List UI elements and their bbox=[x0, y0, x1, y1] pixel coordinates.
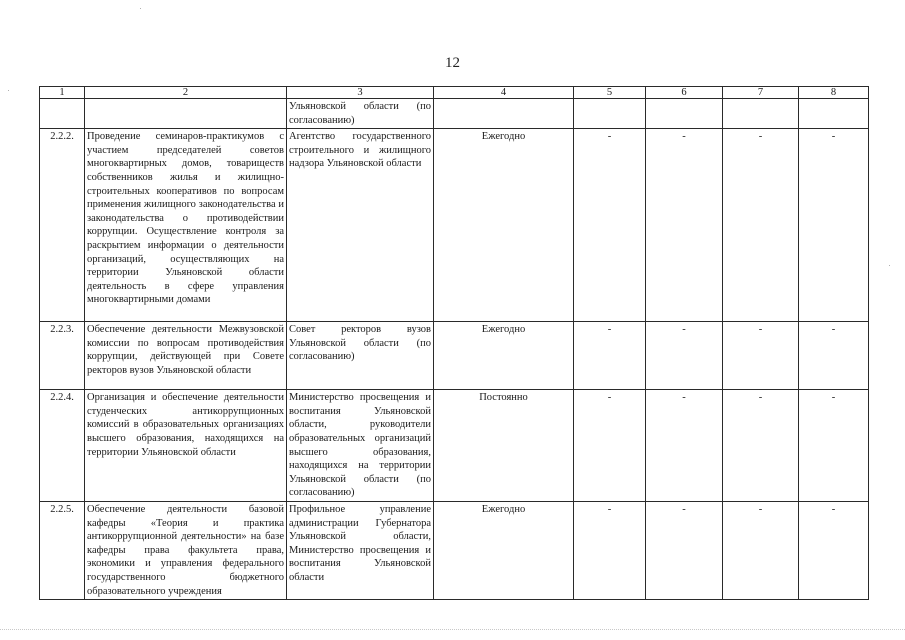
measure-description: Проведение семинаров-практикумов с участием председателей советов многоквартирных домов, товариществ собственников жилья и жилищно-строительных кооперативов по вопросам применения жилищного законодательства и законодательства о противодействии коррупции. Осуществление контроля за раскрытием информации о деятельности организаций, осуществляющих на территории Ульяновской области деятельность в сфере управления многоквартирными домами bbox=[85, 129, 287, 322]
column-header: 5 bbox=[574, 87, 646, 99]
period: Постоянно bbox=[434, 390, 574, 502]
col-5-value: - bbox=[574, 501, 646, 599]
continuation-row bbox=[40, 99, 869, 129]
scan-speck bbox=[8, 90, 9, 91]
column-header: 8 bbox=[799, 87, 869, 99]
column-number-header-row bbox=[40, 87, 869, 99]
col-6-value: - bbox=[646, 322, 723, 390]
col-6-value: - bbox=[646, 390, 723, 502]
col-5-value bbox=[574, 99, 646, 129]
scan-edge-line bbox=[0, 629, 905, 631]
col-5-value: - bbox=[574, 390, 646, 502]
col-8-value: - bbox=[799, 322, 869, 390]
col-7-value: - bbox=[723, 390, 799, 502]
col-8-value: - bbox=[799, 501, 869, 599]
item-number: 2.2.5. bbox=[40, 501, 85, 599]
period: Ежегодно bbox=[434, 322, 574, 390]
col-5-value: - bbox=[574, 322, 646, 390]
period bbox=[434, 99, 574, 129]
column-header: 1 bbox=[40, 87, 85, 99]
responsible-party: Профильное управление администрации Губернатора Ульяновской области, Министерство просвещения и воспитания Ульяновской области bbox=[287, 501, 434, 599]
col-7-value: - bbox=[723, 501, 799, 599]
period: Ежегодно bbox=[434, 129, 574, 322]
responsible-party: Агентство государственного строительного и жилищного надзора Ульяновской области bbox=[287, 129, 434, 322]
col-6-value: - bbox=[646, 501, 723, 599]
col-7-value bbox=[723, 99, 799, 129]
column-header: 6 bbox=[646, 87, 723, 99]
col-5-value: - bbox=[574, 129, 646, 322]
scan-speck bbox=[140, 8, 141, 9]
item-number: 2.2.2. bbox=[40, 129, 85, 322]
col-7-value: - bbox=[723, 322, 799, 390]
responsible-party: Ульяновской области (по согласованию) bbox=[287, 99, 434, 129]
item-number: 2.2.3. bbox=[40, 322, 85, 390]
measure-description: Обеспечение деятельности Межвузовской комиссии по вопросам противодействия коррупции, действующей при Совете ректоров вузов Ульяновской области bbox=[85, 322, 287, 390]
table-row bbox=[40, 501, 869, 599]
measures-table bbox=[39, 86, 869, 600]
column-header: 2 bbox=[85, 87, 287, 99]
scan-speck bbox=[889, 265, 890, 266]
page-number: 12 bbox=[445, 55, 460, 71]
measure-description: Обеспечение деятельности базовой кафедры «Теория и практика антикоррупционной деятельности» на базе кафедры права факультета права, экономики и управления федерального государственного бюджетного образовательного учреждения bbox=[85, 501, 287, 599]
column-header: 7 bbox=[723, 87, 799, 99]
measure-description bbox=[85, 99, 287, 129]
period: Ежегодно bbox=[434, 501, 574, 599]
responsible-party: Совет ректоров вузов Ульяновской области (по согласованию) bbox=[287, 322, 434, 390]
col-6-value: - bbox=[646, 129, 723, 322]
col-6-value bbox=[646, 99, 723, 129]
item-number: 2.2.4. bbox=[40, 390, 85, 502]
column-header: 4 bbox=[434, 87, 574, 99]
item-number bbox=[40, 99, 85, 129]
table-row bbox=[40, 322, 869, 390]
column-header: 3 bbox=[287, 87, 434, 99]
col-7-value: - bbox=[723, 129, 799, 322]
col-8-value: - bbox=[799, 129, 869, 322]
col-8-value bbox=[799, 99, 869, 129]
measure-description: Организация и обеспечение деятельности студенческих антикоррупционных комиссий в образовательных организациях высшего образования, находящихся на территории Ульяновской области bbox=[85, 390, 287, 502]
col-8-value: - bbox=[799, 390, 869, 502]
responsible-party: Министерство просвещения и воспитания Ульяновской области, руководители образовательных организаций высшего образования, находящихся на территории Ульяновской области (по согласованию) bbox=[287, 390, 434, 502]
table-row bbox=[40, 390, 869, 502]
table-row bbox=[40, 129, 869, 322]
